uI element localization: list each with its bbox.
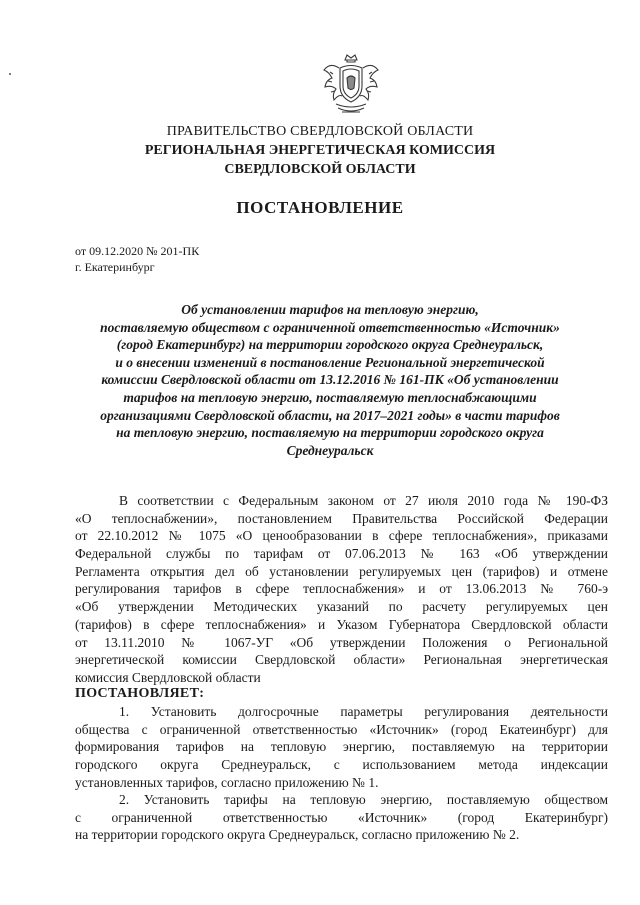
subject-line: на тепловую энергию, поставляемую на территории городского округа [116, 425, 544, 441]
preamble-line: Регламента открытия дел об установлении регулируемых цен (тарифов) и отмене [75, 563, 608, 579]
preamble-line: «Об утверждении Методических указаний по расчету регулируемых цен [75, 599, 608, 615]
scan-speck [9, 73, 11, 75]
document-city: г. Екатеринбург [75, 260, 155, 274]
subject-line: тарифов на тепловую энергию, поставляемую теплоснабжающими [123, 389, 537, 405]
subject-line: комиссии Свердловской области от 13.12.2016 № 161-ПК «Об установлении [101, 372, 559, 388]
item-1-paragraph [75, 703, 608, 791]
item-1-line: установленных тарифов, согласно приложению № 1. [75, 774, 379, 790]
decree-word: ПОСТАНОВЛЯЕТ: [75, 686, 205, 701]
coat-of-arms-icon [318, 52, 384, 120]
subject-line: организациями Свердловской области, на 2017–2021 годы» в части тарифов [100, 407, 560, 423]
commission-title-line2: СВЕРДЛОВСКОЙ ОБЛАСТИ [224, 162, 416, 177]
item-1-line: общества с ограниченной ответственностью «Источник» (город Екатеинбург) для [75, 721, 608, 737]
preamble-line: (тарифов) в сфере теплоснабжения» и Указом Губернатора Свердловской области [75, 616, 608, 632]
preamble-line: «О теплоснабжении», постановлением Правительства Российской Федерации [75, 510, 608, 526]
commission-title-line1: РЕГИОНАЛЬНАЯ ЭНЕРГЕТИЧЕСКАЯ КОМИССИЯ [144, 143, 496, 158]
subject-line: и о внесении изменений в постановление Региональной энергетической [115, 354, 545, 370]
preamble-paragraph [75, 492, 608, 687]
preamble-line: энергетической комиссии Свердловской области» Региональная энергетическая [75, 652, 608, 668]
preamble-line: комиссия Свердловской области [75, 669, 261, 685]
document-date-number: от 09.12.2020 № 201-ПК [75, 244, 200, 258]
preamble-line: регулирования тарифов в сфере теплоснабжения» и от 13.06.2013 № 760-э [75, 581, 608, 597]
document-type: ПОСТАНОВЛЕНИЕ [236, 198, 404, 217]
preamble-line: В соответствии с Федеральным законом от 27 июля 2010 года № 190-ФЗ [119, 493, 608, 508]
subject-line: Об установлении тарифов на тепловую энергию, [181, 302, 479, 317]
government-title: ПРАВИТЕЛЬСТВО СВЕРДЛОВСКОЙ ОБЛАСТИ [166, 124, 474, 139]
item-2-line: 2. Установить тарифы на тепловую энергию, поставляемую обществом [119, 792, 608, 807]
item-1-line: городского округа Среднеуральск, с использованием метода индексации [75, 757, 608, 773]
preamble-line: Федеральной службы по тарифам от 07.06.2013 № 163 «Об утверждении [75, 546, 608, 562]
preamble-line: от 13.11.2010 № 1067-УГ «Об утверждении Положения о Региональной [75, 634, 608, 650]
item-1-line: формирования тарифов на тепловую энергию, поставляемую на территории [75, 739, 608, 755]
document-subject [60, 301, 600, 459]
item-2-paragraph [75, 791, 608, 844]
preamble-line: от 22.10.2012 № 1075 «О ценообразовании в сфере теплоснабжения», приказами [75, 528, 608, 544]
item-2-line: на территории городского округа Среднеуральск, согласно приложению № 2. [75, 827, 520, 843]
subject-line: (город Екатеринбург) на территории городского округа Среднеуральск, [116, 337, 544, 353]
item-1-line: 1. Установить долгосрочные параметры регулирования деятельности [119, 704, 608, 719]
subject-line: Среднеуральск [286, 442, 374, 458]
item-2-line: с ограниченной ответственностью «Источник» (город Екатеринбург) [75, 809, 608, 825]
subject-line: поставляемую обществом с ограниченной ответственностью «Источник» [100, 319, 560, 335]
